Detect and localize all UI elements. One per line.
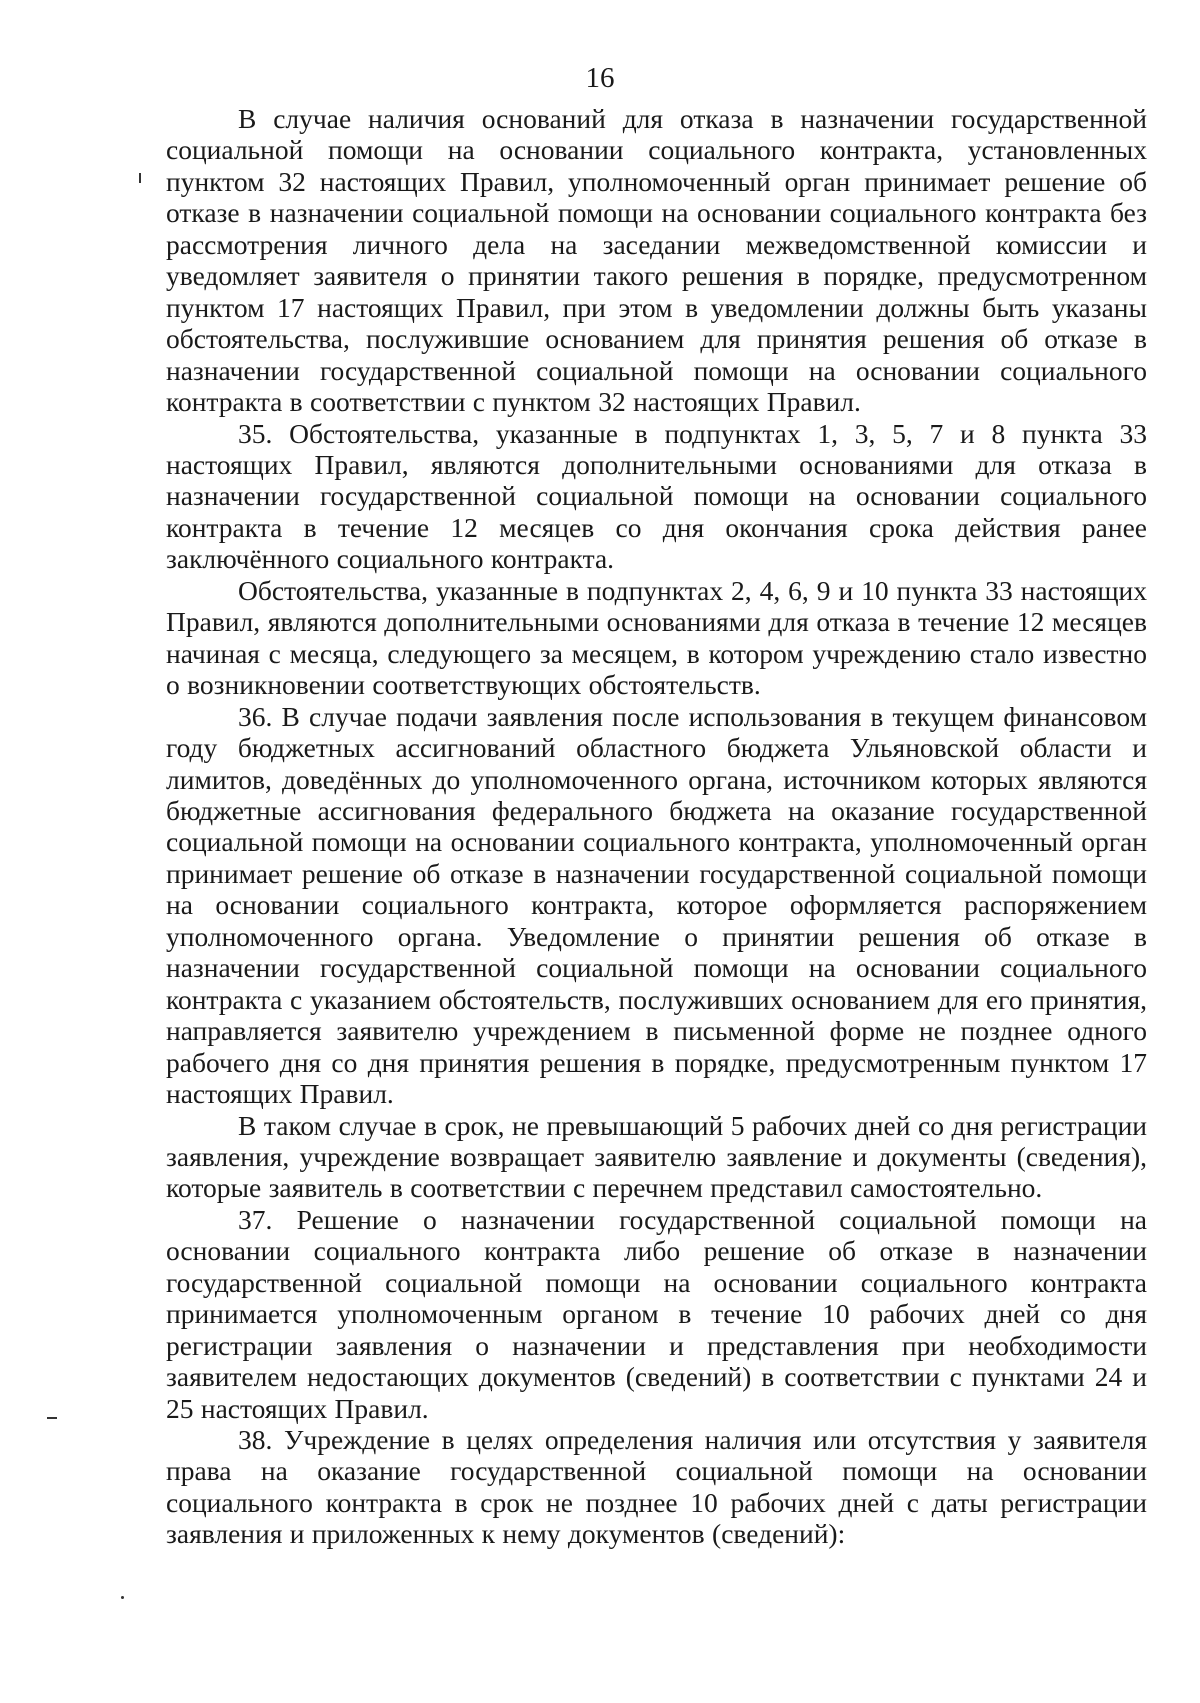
scan-speck	[139, 173, 141, 183]
paragraph-34-continuation: В случае наличия оснований для отказа в назначении государственной социальной помощи на основании социального контракта, установленных пунктом 32 настоящих Правил, уполномоченный орган принимает решение об отказе в назначении социальной помощи на основании социального контракта без рассмотрения личного дела на заседании межведомственной комиссии и уведомляет заявителя о принятии такого решения в порядке, предусмотренном пунктом 17 настоящих Правил, при этом в уведомлении должны быть указаны обстоятельства, послужившие основанием для принятия решения об отказе в назначении государственной социальной помощи на основании социального контракта в соответствии с пунктом 32 настоящих Правил.	[166, 103, 1147, 418]
scan-speck	[121, 1596, 124, 1599]
paragraph-38: 38. Учреждение в целях определения наличия или отсутствия у заявителя права на оказание государственной социальной помощи на основании социального контракта в срок не позднее 10 рабочих дней с даты регистрации заявления и приложенных к нему документов (сведений):	[166, 1424, 1147, 1550]
paragraph-36: 36. В случае подачи заявления после использования в текущем финансовом году бюджетных ассигнований областного бюджета Ульяновской области и лимитов, доведённых до уполномоченного органа, источником которых являются бюджетные ассигнования федерального бюджета на оказание государственной социальной помощи на основании социального контракта, уполномоченный орган принимает решение об отказе в назначении государственной социальной помощи на основании социального контракта, которое оформляется распоряжением уполномоченного органа. Уведомление о принятии решения об отказе в назначении государственной социальной помощи на основании социального контракта с указанием обстоятельств, послуживших основанием для его принятия, направляется заявителю учреждением в письменной форме не позднее одного рабочего дня со дня принятия решения в порядке, предусмотренным пунктом 17 настоящих Правил.	[166, 700, 1147, 1110]
page-number: 16	[585, 62, 615, 94]
paragraph-37: 37. Решение о назначении государственной социальной помощи на основании социального контракта либо решение об отказе в назначении государственной социальной помощи на основании социального контракта принимается уполномоченным органом в течение 10 рабочих дней со дня регистрации заявления о назначении и представления при необходимости заявителем недостающих документов (сведений) в соответствии с пунктами 24 и 25 настоящих Правил.	[166, 1203, 1147, 1424]
scan-speck	[47, 1417, 57, 1419]
paragraph-35: 35. Обстоятельства, указанные в подпунктах 1, 3, 5, 7 и 8 пункта 33 настоящих Правил, являются дополнительными основаниями для отказа в назначении государственной социальной помощи на основании социального контракта в течение 12 месяцев со дня окончания срока действия ранее заключённого социального контракта.	[166, 417, 1147, 575]
paragraph-36-part-2: В таком случае в срок, не превышающий 5 рабочих дней со дня регистрации заявления, учреждение возвращает заявителю заявление и документы (сведения), которые заявитель в соответствии с перечнем представил самостоятельно.	[166, 1109, 1147, 1204]
paragraph-35-part-2: Обстоятельства, указанные в подпунктах 2, 4, 6, 9 и 10 пункта 33 настоящих Правил, являются дополнительными основаниями для отказа в течение 12 месяцев начиная с месяца, следующего за месяцем, в котором учреждению стало известно о возникновении соответствующих обстоятельств.	[166, 574, 1147, 701]
document-body	[166, 103, 1147, 1550]
